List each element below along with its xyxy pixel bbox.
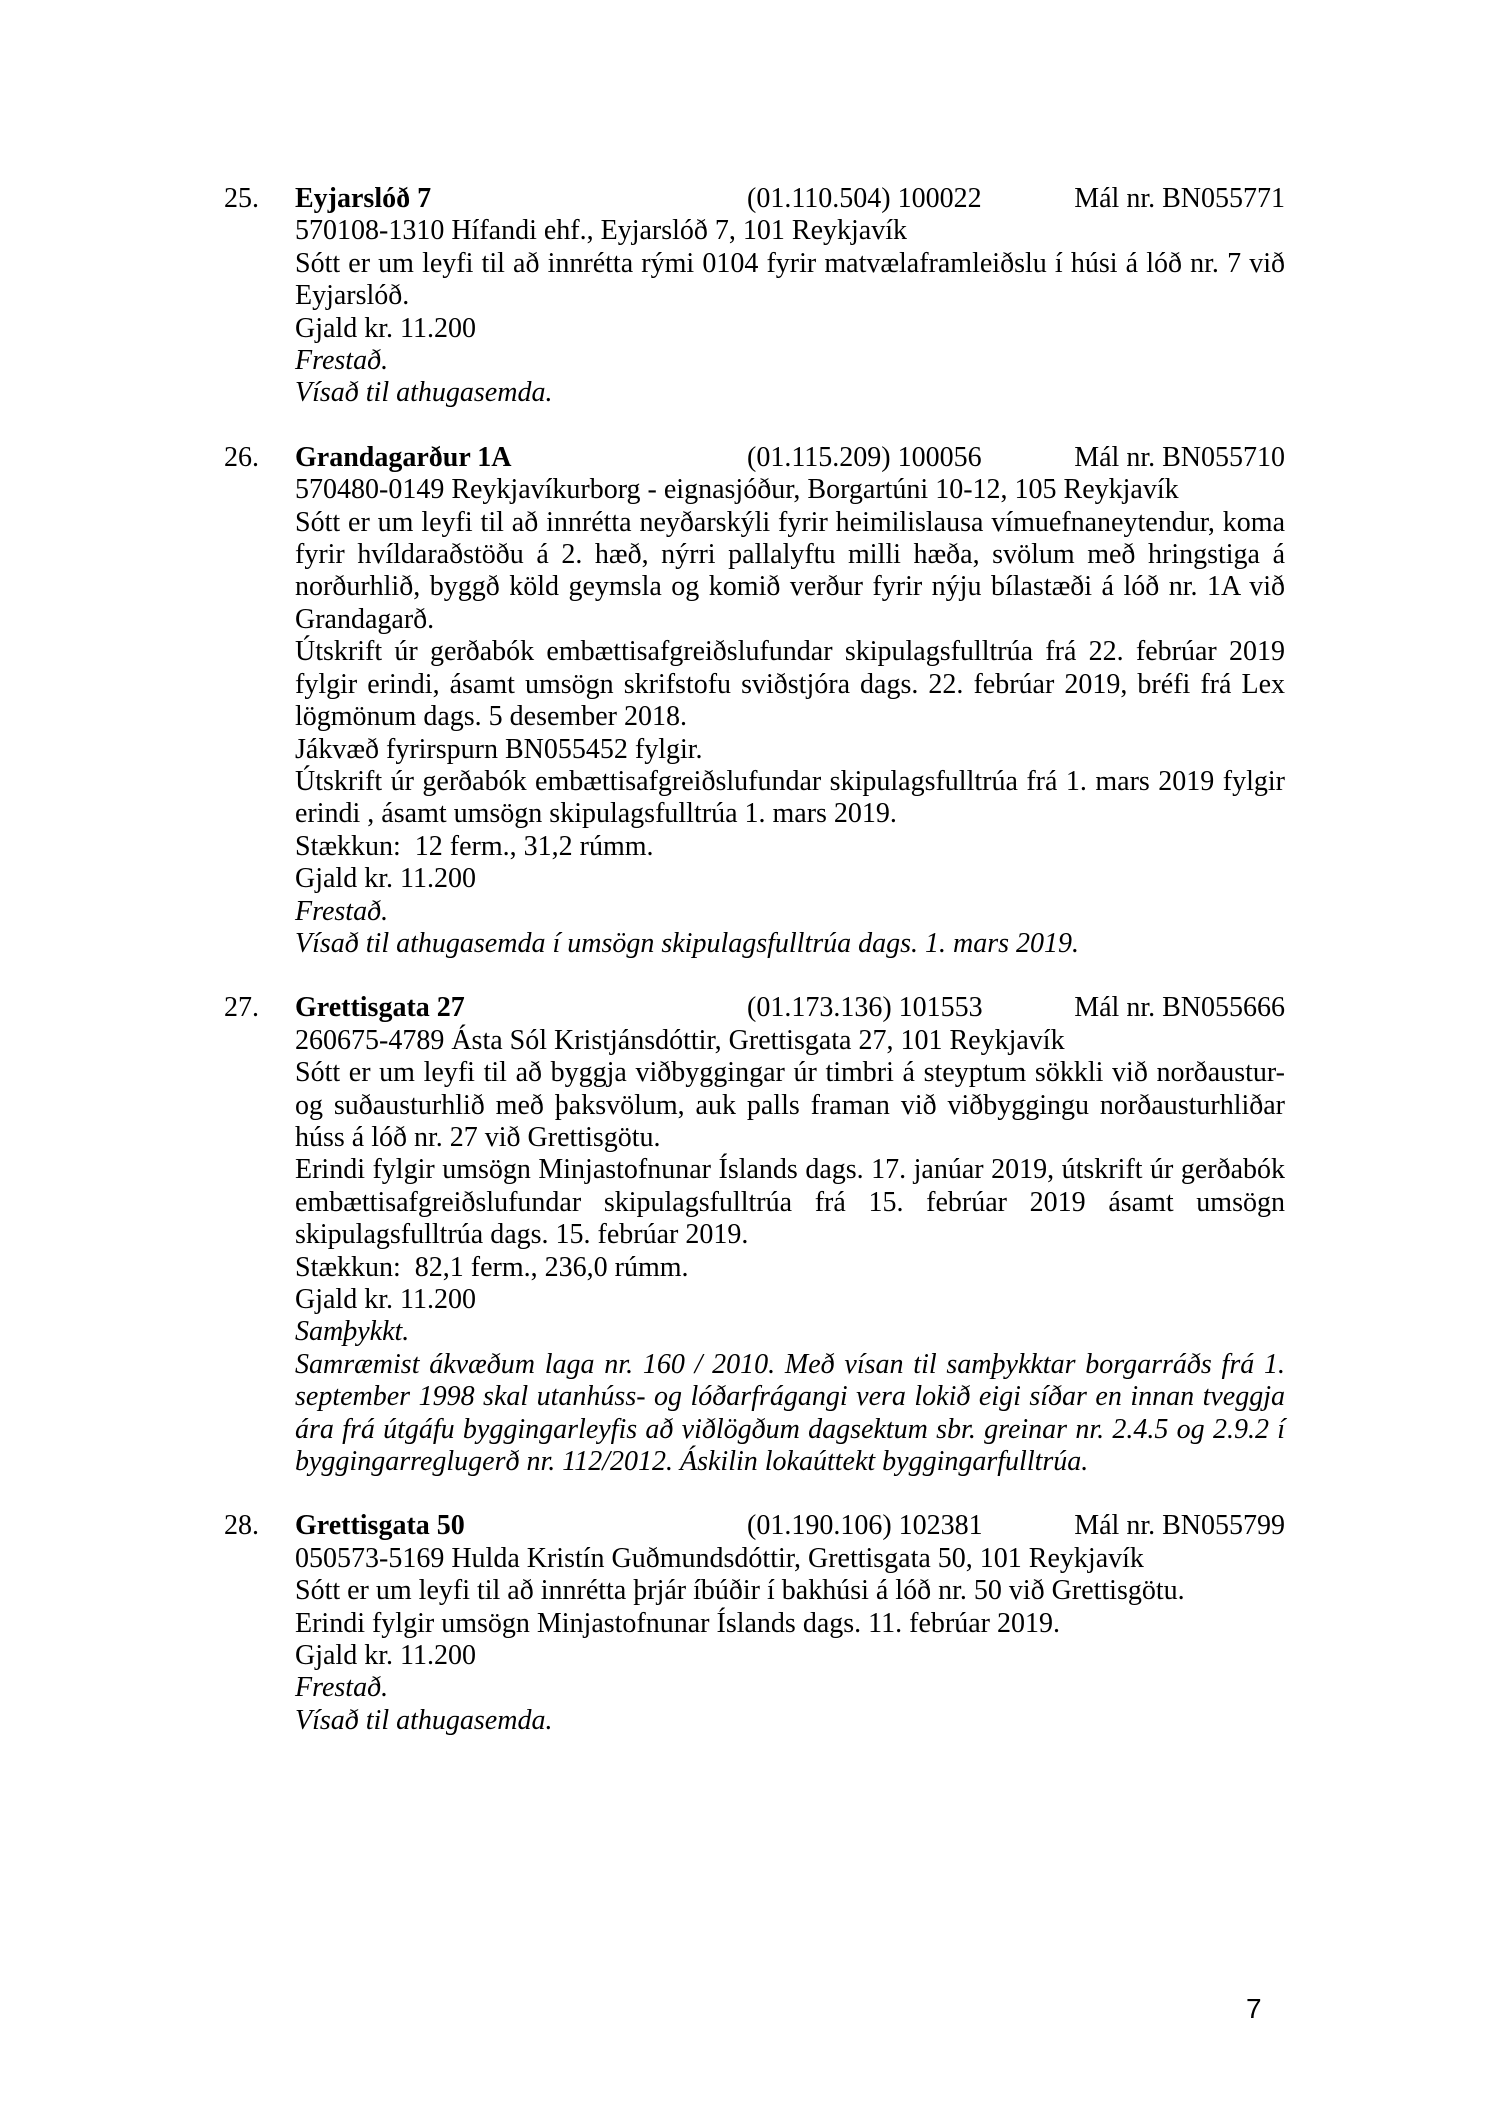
item-address: Grettisgata 27 [295,992,465,1024]
item-fee: Gjald kr. 11.200 [295,1640,476,1672]
item-header [224,1510,1285,1542]
item-remark: Vísað til athugasemda. [295,1704,553,1736]
item-paragraph: Sótt er um leyfi til að innrétta þrjár íbúðir í bakhúsi á lóð nr. 50 við Grettisgötu. [295,1575,1185,1607]
item-case-number: Mál nr. BN055710 [1074,441,1285,473]
item-address: Eyjarslóð 7 [295,183,432,214]
item-remark: Vísað til athugasemda. [295,377,553,409]
item-case-number: Mál nr. BN055771 [1074,183,1285,214]
item-reference: (01.115.209) 100056 [747,441,982,473]
item-reference: (01.173.136) 101553 [747,992,983,1024]
item-fee: Gjald kr. 11.200 [295,1284,476,1315]
item-paragraph: Útskrift úr gerðabók embættisafgreiðslufundar skipulagsfulltrúa frá 1. mars 2019 fylgir erindi , ásamt umsögn skipulagsfulltrúa 1. mars 2019. [295,765,1285,830]
item-case-number: Mál nr. BN055799 [1074,1510,1285,1542]
item-number: 26. [224,441,259,473]
item-paragraph: Erindi fylgir umsögn Minjastofnunar Íslands dags. 11. febrúar 2019. [295,1607,1060,1639]
item-number: 27. [224,992,259,1024]
item-address: Grettisgata 50 [295,1510,465,1542]
item-owner: 570480-0149 Reykjavíkurborg - eignasjóður, Borgartúni 10-12, 105 Reykjavík [295,474,1179,506]
agenda-item-28 [224,1510,1285,1737]
page-number: 7 [1246,1993,1262,2024]
item-size: Stækkun: 82,1 ferm., 236,0 rúmm. [295,1251,689,1283]
item-paragraph: Jákvæð fyrirspurn BN055452 fylgir. [295,733,703,765]
item-paragraph: Sótt er um leyfi til að innrétta rými 0104 fyrir matvælaframleiðslu í húsi á lóð nr. 7 við Eyjarslóð. [295,247,1285,312]
item-body [295,1025,1285,1479]
item-paragraph: Sótt er um leyfi til að innrétta neyðarskýli fyrir heimilislausa vímuefnaneytendur, koma fyrir hvíldaraðstöðu á 2. hæð, nýrri pallalyftu milli hæða, svölum með hringstiga á norðurhlið, byggð köld geymsla og komið verður fyrir nýju bílastæði á lóð nr. 1A við Grandagarð. [295,506,1285,635]
item-size: Stækkun: 12 ferm., 31,2 rúmm. [295,830,654,862]
item-remark: Vísað til athugasemda í umsögn skipulagsfulltrúa dags. 1. mars 2019. [295,927,1080,959]
item-owner: 050573-5169 Hulda Kristín Guðmundsdóttir, Grettisgata 50, 101 Reykjavík [295,1542,1144,1574]
item-remark: Samræmist ákvæðum laga nr. 160 / 2010. Með vísan til samþykktar borgarráðs frá 1. september 1998 skal utanhúss- og lóðarfrágangi vera lokið eigi síðar en innan tveggja ára frá útgáfu byggingarleyfis að viðlögðum dagsektum sbr. greinar nr. 2.4.5 og 2.9.2 í byggingarreglugerð nr. 112/2012. Áskilin lokaúttekt byggingarfulltrúa. [295,1348,1285,1478]
agenda-item-27 [224,992,1285,1478]
item-body [295,1543,1285,1737]
item-header [224,992,1285,1024]
item-body [295,215,1285,409]
item-status: Frestað. [295,345,389,377]
item-paragraph: Erindi fylgir umsögn Minjastofnunar Íslands dags. 17. janúar 2019, útskrift úr gerðabók embættisafgreiðslufundar skipulagsfulltrúa frá 15. febrúar 2019 ásamt umsögn skipulagsfulltrúa dags. 15. febrúar 2019. [295,1154,1285,1251]
agenda-item-26 [224,442,1285,961]
item-paragraph: Sótt er um leyfi til að byggja viðbyggingar úr timbri á steyptum sökkli við norðaustur- og suðausturhlið með þaksvölum, auk palls framan við viðbyggingu norðausturhliðar húss á lóð nr. 27 við Grettisgötu. [295,1057,1285,1153]
item-fee: Gjald kr. 11.200 [295,312,476,344]
agenda-item-25 [224,183,1285,410]
item-body [295,474,1285,960]
item-fee: Gjald kr. 11.200 [295,863,476,895]
item-case-number: Mál nr. BN055666 [1074,992,1285,1024]
item-owner: 570108-1310 Hífandi ehf., Eyjarslóð 7, 101 Reykjavík [295,215,908,247]
item-status: Frestað. [295,1672,389,1704]
item-number: 25. [224,183,259,214]
item-header [224,183,1285,215]
item-paragraph: Útskrift úr gerðabók embættisafgreiðslufundar skipulagsfulltrúa frá 22. febrúar 2019 fylgir erindi, ásamt umsögn skrifstofu sviðstjóra dags. 22. febrúar 2019, bréfi frá Lex lögmönum dags. 5 desember 2018. [295,636,1285,733]
item-status: Samþykkt. [295,1316,410,1348]
item-owner: 260675-4789 Ásta Sól Kristjánsdóttir, Grettisgata 27, 101 Reykjavík [295,1024,1065,1056]
document-page [224,183,1285,1769]
item-number: 28. [224,1510,259,1542]
item-reference: (01.110.504) 100022 [747,183,982,214]
item-status: Frestað. [295,895,389,927]
item-reference: (01.190.106) 102381 [747,1510,983,1542]
item-header [224,442,1285,474]
item-address: Grandagarður 1A [295,441,512,473]
